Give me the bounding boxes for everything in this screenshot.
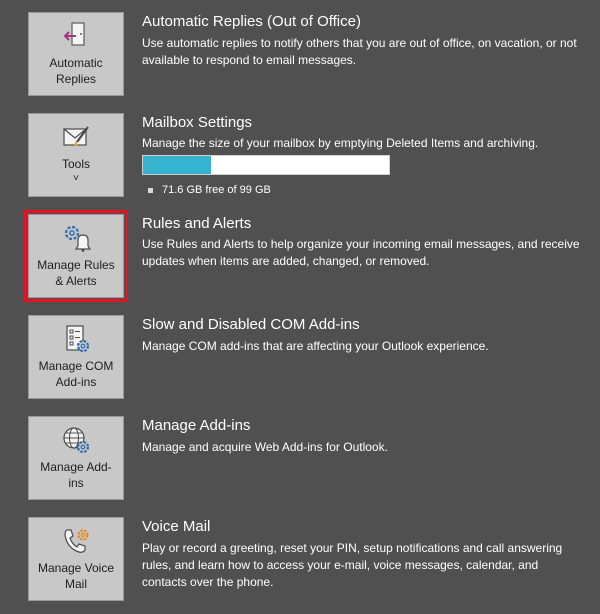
- section-description: Use automatic replies to notify others that you are out of office, on vacation, or not available to respond to email messages.: [142, 36, 577, 67]
- manage-rules-alerts-button[interactable]: [28, 214, 124, 298]
- com-addins-icon: [29, 324, 123, 354]
- tile-label-line: Replies: [55, 72, 97, 86]
- mailbox-storage-bar: [142, 155, 390, 175]
- section-title: Mailbox Settings: [142, 114, 253, 131]
- chevron-down-icon: ˅: [73, 173, 79, 184]
- section-description: Use Rules and Alerts to help organize your incoming email messages, and receive updates when items are added, changed, or removed.: [142, 237, 580, 268]
- tools-dropdown-button[interactable]: [28, 113, 124, 197]
- tile-label-line: Tools: [61, 157, 90, 171]
- section-description: Manage the size of your mailbox by emptying Deleted Items and archiving.: [142, 136, 539, 150]
- tile-label-line: Manage Voice: [37, 561, 115, 575]
- section-description: Manage and acquire Web Add-ins for Outlook.: [142, 440, 388, 454]
- web-addins-icon: [29, 425, 123, 455]
- mailbox-storage-fill: [143, 156, 211, 174]
- section-title: Voice Mail: [142, 518, 211, 535]
- automatic-replies-button[interactable]: [28, 12, 124, 96]
- mailbox-storage-free: [148, 183, 271, 197]
- tile-label-line: Automatic: [49, 56, 103, 70]
- tile-label-line: Manage Add-: [40, 460, 112, 474]
- voice-mail-icon: [29, 526, 123, 556]
- automatic-replies-icon: [29, 21, 123, 51]
- tile-label-line: ins: [68, 476, 84, 490]
- tile-label-line: Manage Rules: [37, 258, 115, 272]
- bullet-icon: [148, 188, 153, 193]
- tile-label-line: & Alerts: [55, 274, 97, 288]
- section-title: Manage Add-ins: [142, 417, 251, 434]
- storage-free-text: 71.6 GB free of 99 GB: [162, 184, 271, 196]
- section-title: Rules and Alerts: [142, 215, 252, 232]
- section-title: Slow and Disabled COM Add-ins: [142, 316, 360, 333]
- tile-label-line: Manage COM: [38, 359, 114, 373]
- tile-label-line: Add-ins: [55, 375, 97, 389]
- manage-com-addins-button[interactable]: [28, 315, 124, 399]
- rules-alerts-icon: [29, 223, 123, 253]
- section-description: Play or record a greeting, reset your PIN, setup notifications and call answering rules, and learn how to access your e-mail, voice messages, calendar, and contacts over the phone.: [142, 541, 563, 589]
- section-description: Manage COM add-ins that are affecting your Outlook experience.: [142, 339, 489, 353]
- tile-label-line: Mail: [64, 577, 87, 591]
- section-title: Automatic Replies (Out of Office): [142, 13, 361, 30]
- mailbox-tools-icon: [29, 122, 123, 152]
- manage-addins-button[interactable]: [28, 416, 124, 500]
- manage-voice-mail-button[interactable]: [28, 517, 124, 601]
